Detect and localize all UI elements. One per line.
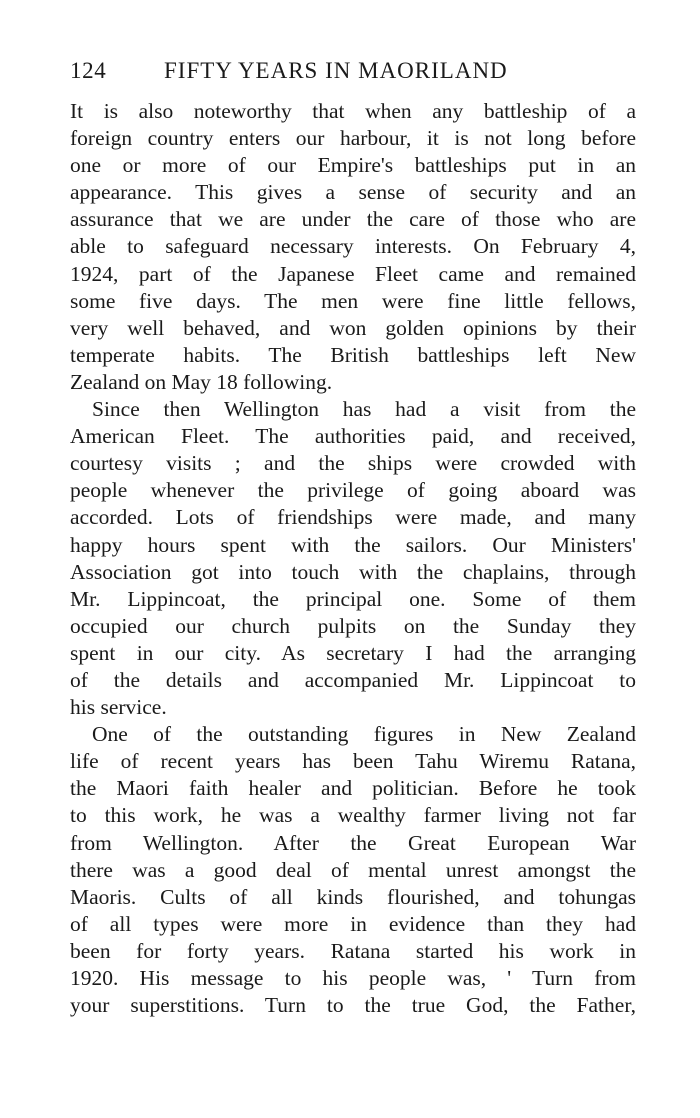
body-text — [70, 98, 636, 1019]
text-line: temperate habits. The British battleships left New — [70, 342, 636, 367]
text-line: there was a good deal of mental unrest amongst the — [70, 857, 636, 882]
text-line: from Wellington. After the Great European War — [70, 830, 636, 855]
text-line: been for forty years. Ratana started his work in — [70, 938, 636, 963]
text-line: Association got into touch with the chaplains, through — [70, 559, 636, 584]
text-line: Maoris. Cults of all kinds flourished, and tohungas — [70, 884, 636, 909]
text-line: one or more of our Empire's battleships put in an — [70, 153, 636, 178]
text-line: assurance that we are under the care of those who are — [70, 207, 636, 232]
text-line: the Maori faith healer and politician. Before he took — [70, 776, 636, 801]
text-line: people whenever the privilege of going aboard was — [70, 478, 636, 503]
text-line: his service. — [70, 695, 167, 720]
text-line: spent in our city. As secretary I had the arranging — [70, 640, 636, 665]
text-line: courtesy visits ; and the ships were crowded with — [70, 451, 636, 476]
paragraph-1 — [70, 98, 636, 396]
paragraph-3 — [70, 721, 636, 1019]
text-line: 1920. His message to his people was, ' Turn from — [70, 966, 636, 990]
text-line: It is also noteworthy that when any battleship of a — [70, 99, 636, 123]
text-line: life of recent years has been Tahu Wiremu Ratana, — [70, 749, 636, 774]
text-line: 1924, part of the Japanese Fleet came and remained — [70, 261, 636, 286]
text-line: accorded. Lots of friendships were made, and many — [70, 505, 636, 530]
text-line: your superstitions. Turn to the true God, the Father, — [70, 993, 636, 1018]
text-line: Since then Wellington has had a visit from the — [92, 397, 636, 422]
text-line: Zealand on May 18 following. — [70, 369, 333, 394]
text-line: One of the outstanding figures in New Zealand — [92, 722, 636, 747]
text-line: foreign country enters our harbour, it is not long before — [70, 126, 636, 151]
text-line: of all types were more in evidence than they had — [70, 911, 636, 936]
page-number: 124 — [70, 58, 107, 83]
running-head — [70, 58, 636, 98]
text-line: American Fleet. The authorities paid, and received, — [70, 424, 636, 449]
book-page — [70, 58, 636, 1019]
text-line: occupied our church pulpits on the Sunday they — [70, 613, 636, 638]
text-line: happy hours spent with the sailors. Our Ministers' — [70, 532, 636, 557]
text-line: very well behaved, and won golden opinions by their — [70, 315, 636, 340]
text-line: of the details and accompanied Mr. Lippincoat to — [70, 667, 636, 692]
paragraph-2 — [70, 396, 636, 721]
text-line: appearance. This gives a sense of security and an — [70, 180, 636, 205]
text-line: Mr. Lippincoat, the principal one. Some of them — [70, 586, 636, 611]
text-line: to this work, he was a wealthy farmer living not far — [70, 803, 636, 828]
text-line: able to safeguard necessary interests. On February 4, — [70, 234, 636, 259]
text-line: some five days. The men were fine little fellows, — [70, 288, 636, 313]
running-title: FIFTY YEARS IN MAORILAND — [164, 58, 508, 83]
